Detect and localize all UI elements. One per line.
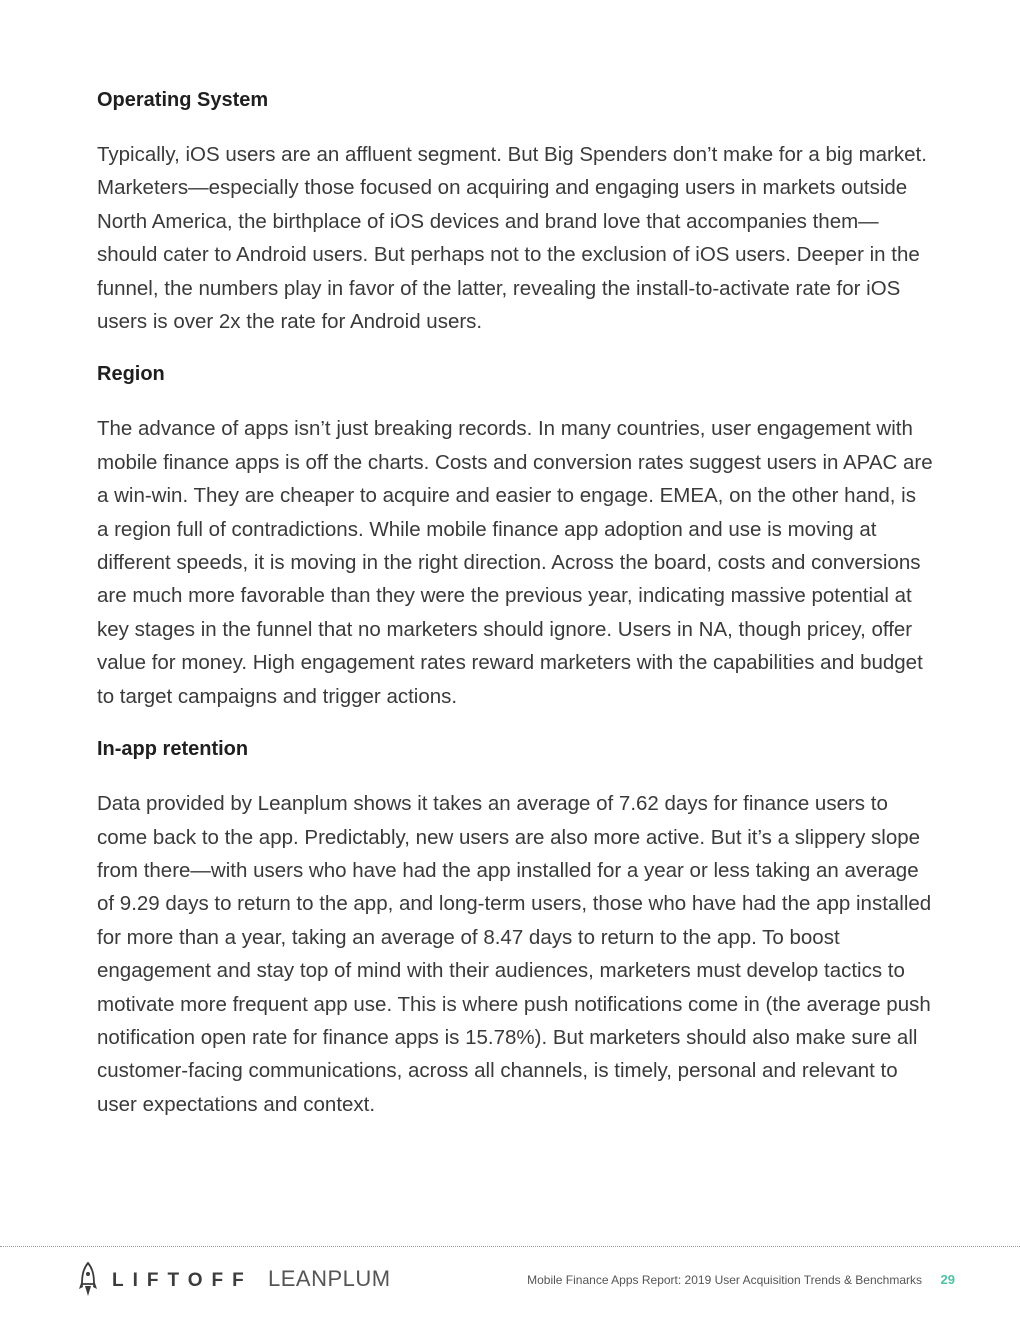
document-body (97, 84, 933, 1141)
section-body-operating-system: Typically, iOS users are an affluent segment. But Big Spenders don’t make for a big market. Marketers—especially those focused on acquiring and engaging users in markets outside North America, the birthplace of iOS devices and brand love that accompanies them—should cater to Android users. But perhaps not to the exclusion of iOS users. Deeper in the funnel, the numbers play in favor of the latter, revealing the install-to-activate rate for iOS users is over 2x the rate for Android users. (97, 143, 927, 334)
footer-divider (0, 1246, 1020, 1247)
liftoff-logo (78, 1262, 253, 1300)
section-body-region: The advance of apps isn’t just breaking records. In many countries, user engagement with mobile finance apps is off the charts. Costs and conversion rates suggest users in APAC are a win-win. They are cheaper to acquire and easier to engage. EMEA, on the other hand, is a region full of contradictions. While mobile finance app adoption and use is moving at different speeds, it is moving in the right direction. Across the board, costs and conversions are much more favorable than they were the previous year, indicating massive potential at key stages in the funnel that no marketers should ignore. Users in NA, though pricey, offer value for money. High engagement rates reward marketers with the capabilities and budget to target campaigns and trigger actions. (97, 417, 933, 708)
leanplum-logo: LEANPLUM (268, 1266, 391, 1291)
rocket-icon (78, 1262, 98, 1300)
liftoff-wordmark: LIFTOFF (112, 1270, 253, 1291)
section-heading-operating-system: Operating System (97, 89, 269, 111)
page-number: 29 (940, 1272, 955, 1287)
section-heading-in-app-retention: In-app retention (97, 738, 249, 761)
section-heading-region: Region (97, 363, 165, 386)
section-body-in-app-retention: Data provided by Leanplum shows it takes an average of 7.62 days for finance users to come back to the app. Predictably, new users are also more active. But it’s a slippery slope from there—with users who have had the app installed for a year or less taking an average of 9.29 days to return to the app, and long-term users, those who have had the app installed for more than a year, taking an average of 8.47 days to return to the app. To boost engagement and stay top of mind with their audiences, marketers must develop tactics to motivate more frequent app use. This is where push notifications come in (the average push notification open rate for finance apps is 15.78%). But marketers should also make sure all customer-facing communications, across all channels, is timely, personal and relevant to user expectations and context. (97, 792, 932, 1116)
report-title: Mobile Finance Apps Report: 2019 User Acquisition Trends & Benchmarks (527, 1273, 922, 1287)
page-footer (78, 1262, 958, 1302)
